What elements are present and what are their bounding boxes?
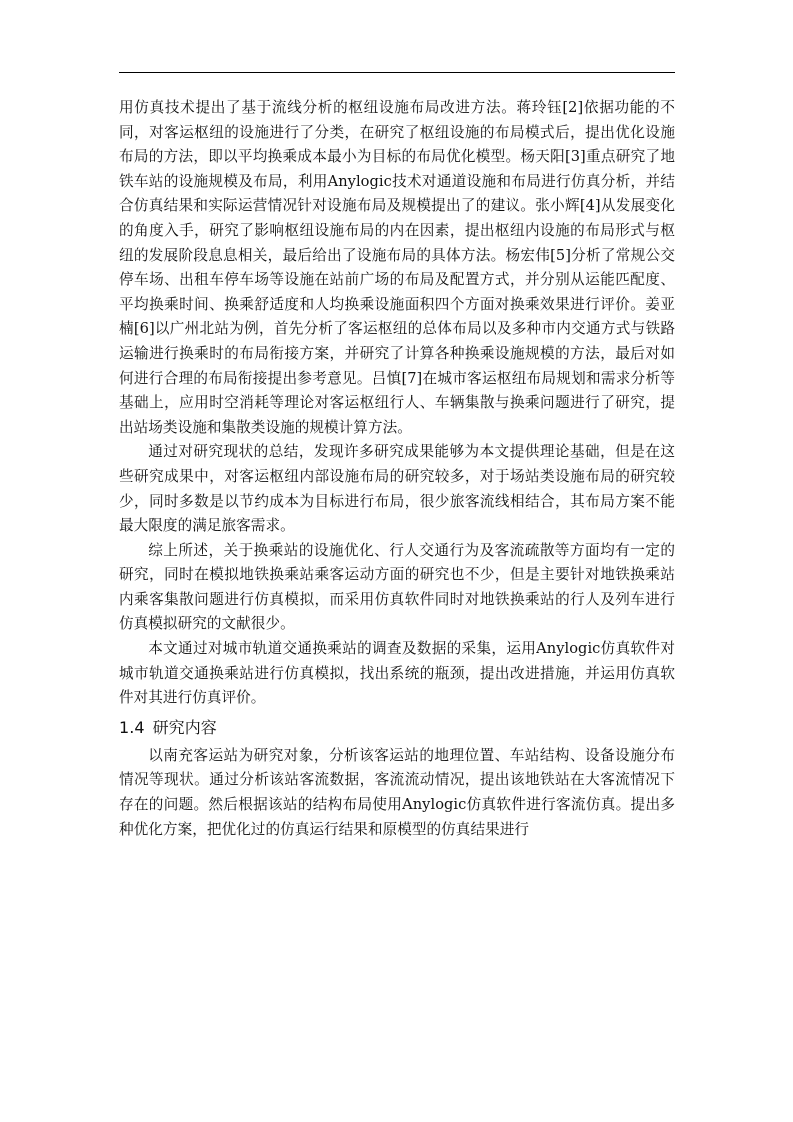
section-title: 研究内容 (152, 717, 217, 737)
paragraph-approach: 本文通过对城市轨道交通换乘站的调查及数据的采集，运用Anylogic仿真软件对城市轨道交通换乘站进行仿真模拟，找出系统的瓶颈，提出改进措施，并运用仿真软件对其进行仿真评价。 (119, 640, 675, 707)
paragraph-continued: 用仿真技术提出了基于流线分析的枢纽设施布局改进方法。蒋玲钰[2]依据功能的不同，对客运枢纽的设施进行了分类，在研究了枢纽设施的布局模式后，提出优化设施布局的方法，即以平均换乘成本最小为目标的布局优化模型。杨天阳[3]重点研究了地铁车站的设施规模及布局，利用Anylogic技术对通道设施和布局进行仿真分析，并结合仿真结果和实际运营情况针对设施布局及规模提出了的建议。张小辉[4]从发展变化的角度入手，研究了影响枢纽设施布局的内在因素，提出枢纽内设施的布局形式与枢纽的发展阶段息息相关，最后给出了设施布局的具体方法。杨宏伟[5]分析了常规公交停车场、出租车停车场等设施在站前广场的布局及配置方式，并分别从运能匹配度、平均换乘时间、换乘舒适度和人均换乘设施面积四个方面对换乘效果进行评价。姜亚楠[6]以广州北站为例，首先分析了客运枢纽的总体布局以及多种市内交通方式与铁路运输进行换乘时的布局衔接方案，并研究了计算各种换乘设施规模的方法，最后对如何进行合理的布局衔接提出参考意见。吕慎[7]在城市客运枢纽布局规划和需求分析等基础上，应用时空消耗等理论对客运枢纽行人、车辆集散与换乘问题进行了研究，提出站场类设施和集散类设施的规模计算方法。 (119, 99, 675, 436)
paragraph-overview: 综上所述，关于换乘站的设施优化、行人交通行为及客流疏散等方面均有一定的研究，同时在模拟地铁换乘站乘客运动方面的研究也不少，但是主要针对地铁换乘站内乘客集散问题进行仿真模拟，而采用仿真软件同时对地铁换乘站的行人及列车进行仿真模拟研究的文献很少。 (119, 541, 675, 633)
section-number: 1.4 (119, 717, 145, 737)
section-heading (119, 716, 675, 740)
header-rule (119, 72, 675, 73)
paragraph-summary: 通过对研究现状的总结，发现许多研究成果能够为本文提供理论基础，但是在这些研究成果中，对客运枢纽内部设施布局的研究较多，对于场站类设施布局的研究较少，同时多数是以节约成本为目标进行布局，很少旅客流线相结合，其布局方案不能最大限度的满足旅客需求。 (119, 443, 675, 535)
paragraph-research-content: 以南充客运站为研究对象，分析该客运站的地理位置、车站结构、设备设施分布情况等现状。通过分析该站客流数据，客流流动情况，提出该地铁站在大客流情况下存在的问题。然后根据该站的结构布局使用Anylogic仿真软件进行客流仿真。提出多种优化方案，把优化过的仿真运行结果和原模型的仿真结果进行 (119, 746, 675, 838)
body-text (119, 96, 675, 842)
